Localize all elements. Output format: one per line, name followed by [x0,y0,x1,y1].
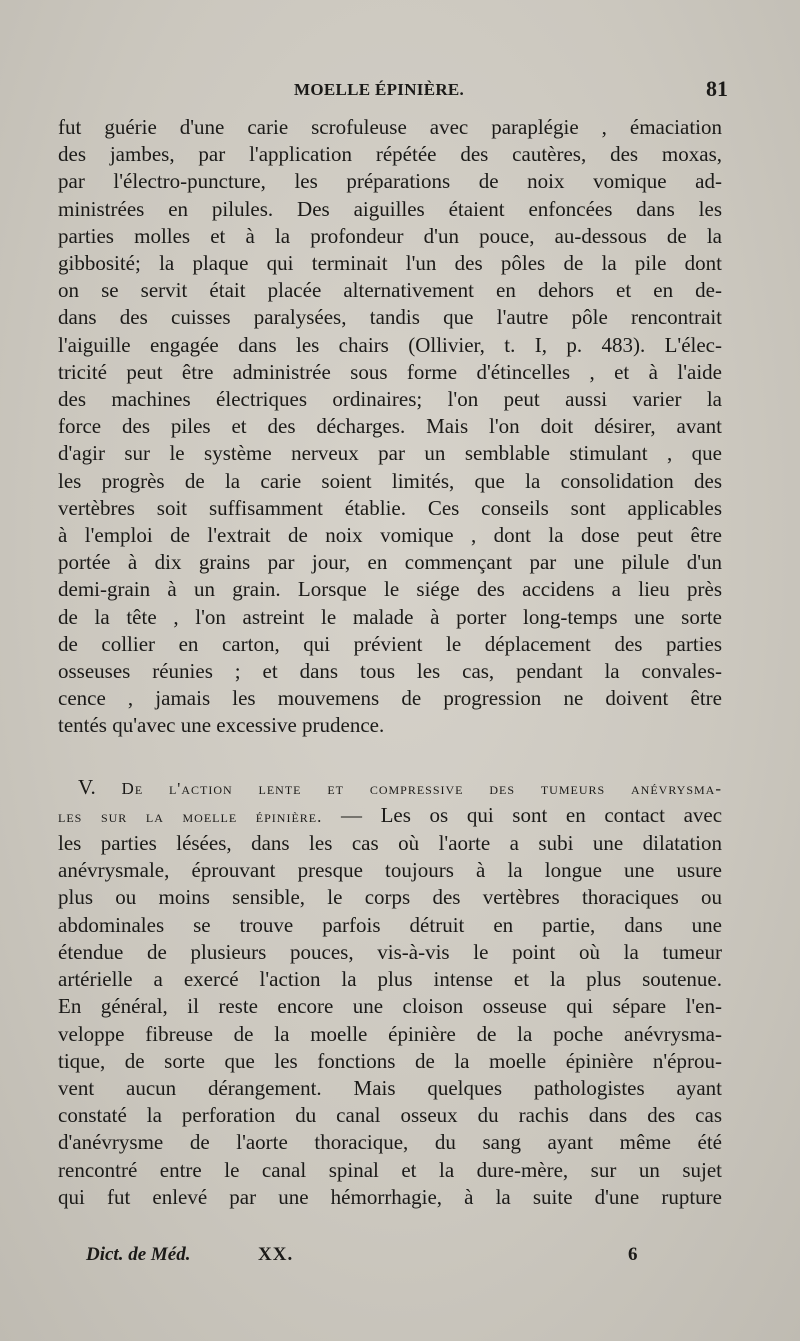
text-line: anévrysmale, éprouvant presque toujours à la longue une usure [58,858,722,883]
running-header [58,76,728,106]
section-heading-line [58,774,722,802]
text-line: d'anévrysme de l'aorte thoracique, du sang ayant même été [58,1130,722,1155]
section-heading-line [58,802,722,830]
section-heading-part-1: De l'action lente et compressive des tumeurs anévrysma- [121,778,722,798]
text-line: demi-grain à un grain. Lorsque le siége des accidens a lieu près [58,577,722,602]
text-line: ministrées en pilules. Des aiguilles étaient enfoncées dans les [58,196,722,221]
text-line: étendue de plusieurs pouces, vis-à-vis le point où la tumeur [58,939,722,964]
footer-volume: XX. [258,1244,294,1265]
text-line: vertèbres soit suffisamment établie. Ces conseils sont applicables [58,495,722,520]
text-line: qui fut enlevé par une hémorrhagie, à la suite d'une rupture [58,1184,722,1209]
text-line: de collier en carton, qui prévient le déplacement des parties [58,631,722,656]
section-number: V. [78,774,96,799]
text-line: gibbosité; la plaque qui terminait l'un des pôles de la pile dont [58,251,722,276]
text-line: osseuses réunies ; et dans tous les cas, pendant la convales- [58,659,722,684]
text-line: par l'électro-puncture, les préparations de noix vomique ad- [58,169,722,194]
text-line: tique, de sorte que les fonctions de la moelle épinière n'éprou- [58,1048,722,1073]
text-line: d'agir sur le système nerveux par un semblable stimulant , que [58,441,722,466]
body-text [58,114,722,1211]
paragraph-gap [58,740,722,774]
text-line: les parties lésées, dans les cas où l'aorte a subi une dilatation [58,831,722,856]
text-line: artérielle a exercé l'action la plus intense et la plus soutenue. [58,967,722,992]
text-line: veloppe fibreuse de la moelle épinière de la poche anévrysma- [58,1021,722,1046]
page-number: 81 [706,76,728,101]
text-line: dans des cuisses paralysées, tandis que l'autre pôle rencontrait [58,305,722,330]
section-text-start: Les os qui sont en contact avec [380,802,723,827]
text-line: cence , jamais les mouvemens de progression ne doivent être [58,686,722,711]
running-title: MOELLE ÉPINIÈRE. [294,80,465,99]
text-line: force des piles et des décharges. Mais l'on doit désirer, avant [58,414,722,439]
text-line: plus ou moins sensible, le corps des vertèbres thoraciques ou [58,885,722,910]
em-dash: — [340,802,362,827]
text-line: rencontré entre le canal spinal et la dure-mère, sur un sujet [58,1157,722,1182]
text-line: des jambes, par l'application répétée des cautères, des moxas, [58,142,722,167]
section-heading-part-2: les sur la moelle épinière. [58,806,323,826]
page-footer [58,1244,722,1272]
text-line: tentés qu'avec une excessive prudence. [58,713,385,738]
text-line: portée à dix grains par jour, en commençant par une pilule d'un [58,550,722,575]
text-line: l'aiguille engagée dans les chairs (Ollivier, t. I, p. 483). L'élec- [58,332,722,357]
text-line: parties molles et à la profondeur d'un pouce, au-dessous de la [58,223,722,248]
text-line: tricité peut être administrée sous forme d'étincelles , et à l'aide [58,359,722,384]
text-line: à l'emploi de l'extrait de noix vomique , dont la dose peut être [58,523,722,548]
text-line: fut guérie d'une carie scrofuleuse avec paraplégie , émaciation [58,115,722,139]
text-line: on se servit était placée alternativement en dehors et en de- [58,278,722,303]
text-line: abdominales se trouve parfois détruit en partie, dans une [58,912,722,937]
text-line: les progrès de la carie soient limités, que la consolidation des [58,468,722,493]
footer-title: Dict. de Méd. [86,1244,191,1265]
paragraph-1 [58,114,722,740]
text-line: des machines électriques ordinaires; l'on peut aussi varier la [58,387,722,412]
text-line: de la tête , l'on astreint le malade à porter long-temps une sorte [58,604,722,629]
text-line: En général, il reste encore une cloison osseuse qui sépare l'en- [58,994,722,1019]
section-v [58,774,722,1211]
text-line: constaté la perforation du canal osseux du rachis dans des cas [58,1103,722,1128]
footer-signature: 6 [628,1244,638,1265]
text-line: vent aucun dérangement. Mais quelques pathologistes ayant [58,1075,722,1100]
